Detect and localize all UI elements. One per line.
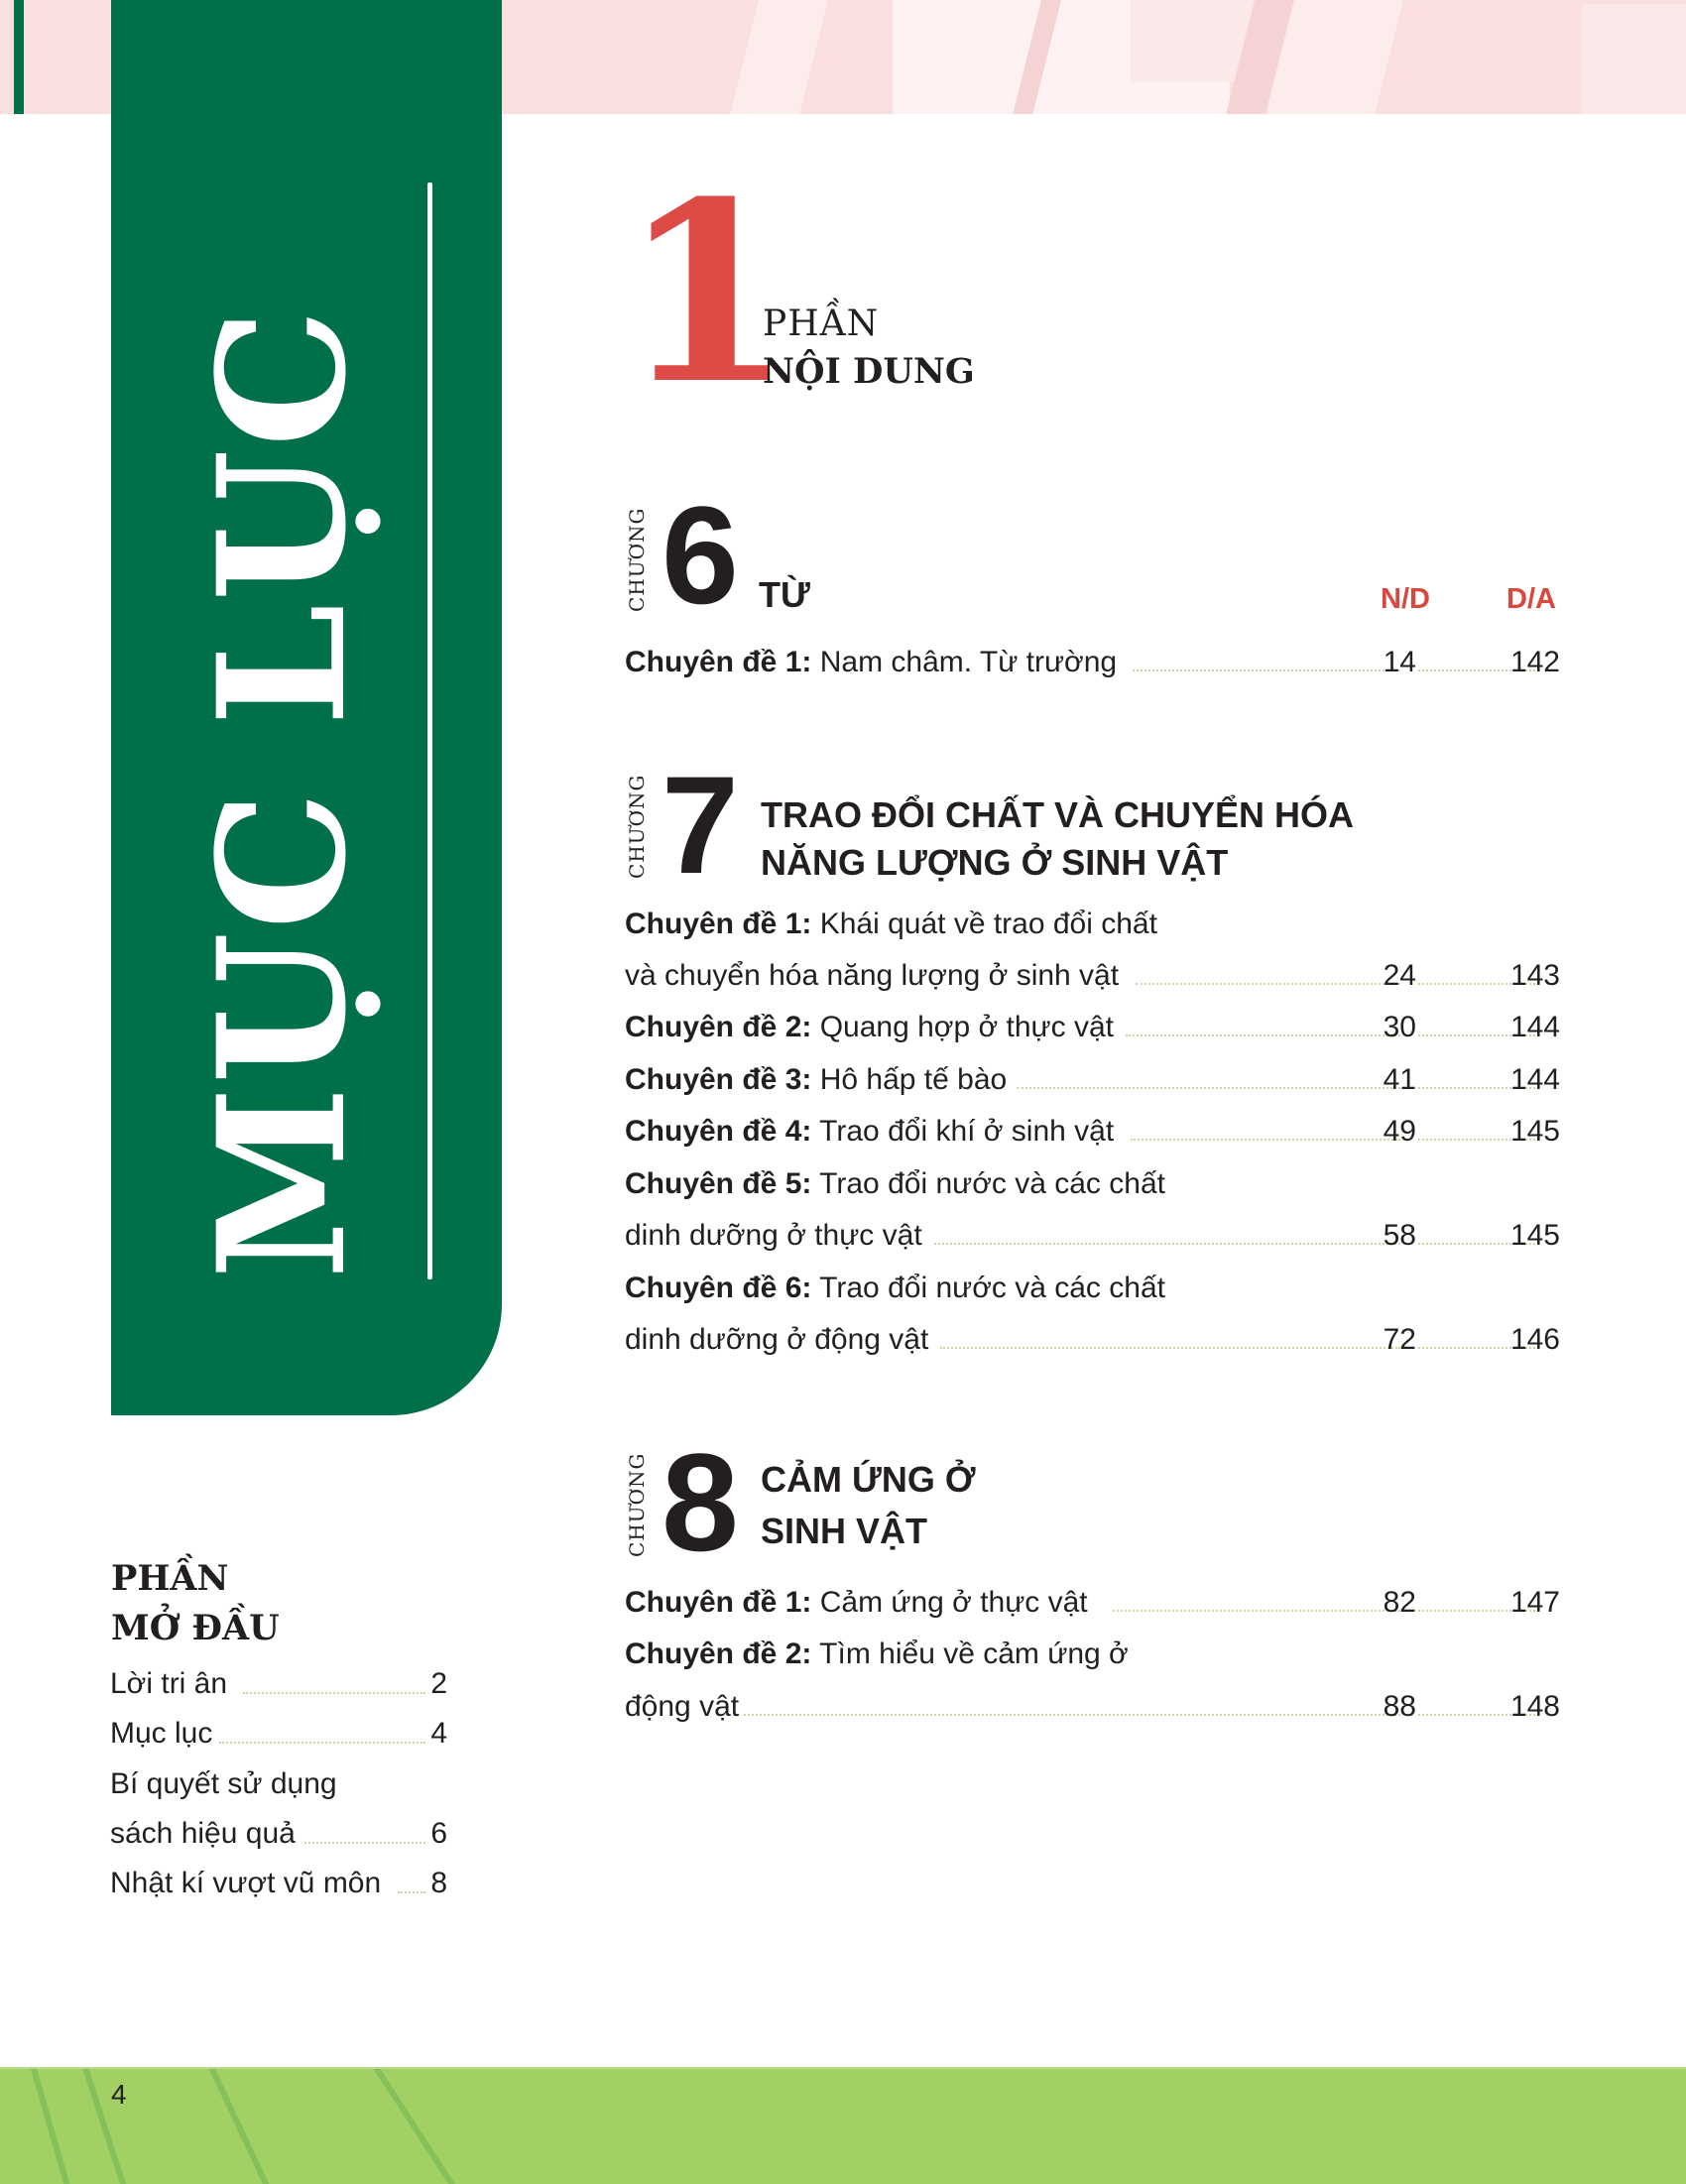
topic-title: Hô hấp tế bào xyxy=(819,1063,1008,1096)
entry-label: Mục lục xyxy=(110,1717,213,1750)
entry-label xyxy=(625,1060,1011,1100)
dot-leader xyxy=(1017,1087,1400,1089)
page-nd: 24 xyxy=(1383,959,1416,992)
footer-decor-line xyxy=(28,2067,77,2184)
toc-entry[interactable] xyxy=(625,1216,1560,1256)
entry-label xyxy=(625,1635,1133,1674)
topic-title-cont: dinh dưỡng ở thực vật xyxy=(625,1216,926,1256)
intro-heading-line-1: PHẦN xyxy=(111,1558,229,1599)
entry-label xyxy=(625,1008,1118,1047)
page-nd: 58 xyxy=(1383,1219,1416,1252)
topic-prefix: Chuyên đề 6: xyxy=(625,1272,812,1304)
topic-prefix: Chuyên đề 2: xyxy=(625,1638,812,1670)
chapter-title-line-2: SINH VẬT xyxy=(761,1511,928,1551)
entry-label: Lời tri ân xyxy=(110,1667,228,1700)
topic-prefix: Chuyên đề 1: xyxy=(625,646,812,678)
chapter-number: 7 xyxy=(662,747,739,903)
dot-leader xyxy=(744,1714,1400,1716)
dot-leader xyxy=(1133,669,1400,671)
topic-prefix: Chuyên đề 4: xyxy=(625,1115,812,1148)
page-da: 147 xyxy=(1509,1586,1560,1619)
dot-leader xyxy=(243,1692,425,1694)
chapter-number: 6 xyxy=(662,477,739,633)
page-number: 4 xyxy=(430,1717,447,1750)
topic-prefix: Chuyên đề 5: xyxy=(625,1167,812,1200)
toc-entry[interactable] xyxy=(625,1060,1560,1100)
page-number: 2 xyxy=(430,1667,447,1700)
intro-entry[interactable] xyxy=(110,1664,447,1704)
entry-label-cont: sách hiệu quả xyxy=(110,1817,296,1850)
title-divider xyxy=(427,182,432,1279)
dot-leader xyxy=(940,1347,1400,1349)
intro-entry[interactable] xyxy=(110,1864,447,1903)
part-label: PHẦN xyxy=(763,303,880,344)
chapter-title-line-1: TRAO ĐỔI CHẤT VÀ CHUYỂN HÓA xyxy=(761,794,1355,835)
topic-prefix: Chuyên đề 1: xyxy=(625,1586,812,1619)
page-da: 144 xyxy=(1509,1011,1560,1043)
toc-entry[interactable] xyxy=(625,643,1560,682)
chapter-title: TỪ xyxy=(759,574,810,615)
dot-leader xyxy=(1113,1610,1400,1612)
dot-leader xyxy=(1126,1034,1400,1036)
page-nd: 82 xyxy=(1383,1586,1416,1619)
topic-title: Nam châm. Từ trường xyxy=(819,646,1118,678)
topic-prefix: Chuyên đề 1: xyxy=(625,908,812,940)
toc-entry-line[interactable] xyxy=(625,905,1560,944)
topic-title: Khái quát về trao đổi chất xyxy=(819,908,1157,940)
topic-prefix: Chuyên đề 2: xyxy=(625,1011,812,1043)
page-nd: 41 xyxy=(1383,1063,1416,1096)
toc-entry[interactable] xyxy=(625,1320,1560,1360)
toc-entry[interactable] xyxy=(625,1687,1560,1727)
intro-entry[interactable] xyxy=(110,1714,447,1754)
toc-entry[interactable] xyxy=(625,1583,1560,1623)
footer-decor-line xyxy=(204,2067,277,2184)
page-da: 145 xyxy=(1509,1219,1560,1252)
page-da: 142 xyxy=(1509,646,1560,678)
chapter-title-line-1: CẢM ỨNG Ở xyxy=(761,1459,976,1500)
intro-heading-line-2: MỞ ĐẦU xyxy=(111,1608,280,1648)
page-title: MỤC LỤC xyxy=(180,306,385,1279)
dot-leader xyxy=(1131,1139,1400,1141)
entry-label xyxy=(625,1583,1092,1623)
dot-leader xyxy=(398,1891,425,1893)
topic-title-cont: động vật xyxy=(625,1687,743,1727)
toc-entry-line[interactable] xyxy=(625,1269,1560,1308)
topic-title: Trao đổi nước và các chất xyxy=(819,1272,1165,1304)
topic-title: Cảm ứng ở thực vật xyxy=(819,1586,1088,1619)
entry-label xyxy=(625,905,1161,944)
page-nd: 14 xyxy=(1383,646,1416,678)
left-accent-bar xyxy=(14,0,24,114)
chapter-title-line-2: NĂNG LƯỢNG Ở SINH VẬT xyxy=(761,842,1229,883)
entry-label: Nhật kí vượt vũ môn xyxy=(110,1867,382,1899)
footer-band xyxy=(0,2067,1686,2184)
dot-leader xyxy=(304,1842,425,1844)
page-number-footer: 4 xyxy=(111,2079,127,2110)
page-number: 8 xyxy=(430,1867,447,1899)
chapter-word: CHƯƠNG xyxy=(625,507,649,612)
topic-title-cont: và chuyển hóa năng lượng ở sinh vật xyxy=(625,956,1123,996)
page-nd: 72 xyxy=(1383,1323,1416,1356)
page-number: 6 xyxy=(430,1817,447,1850)
part-number: 1 xyxy=(621,147,787,438)
toc-entry[interactable] xyxy=(625,1112,1560,1152)
entry-label xyxy=(625,1269,1169,1308)
entry-label xyxy=(625,1112,1118,1152)
topic-title: Tìm hiểu về cảm ứng ở xyxy=(819,1638,1129,1670)
page-nd: 30 xyxy=(1383,1011,1416,1043)
topic-prefix: Chuyên đề 3: xyxy=(625,1063,812,1096)
topic-title: Quang hợp ở thực vật xyxy=(819,1011,1114,1043)
dot-leader xyxy=(1136,983,1400,985)
chapter-word: CHƯƠNG xyxy=(625,1452,649,1557)
part-name: NỘI DUNG xyxy=(763,351,975,392)
band-stripe xyxy=(727,0,831,114)
page-da: 145 xyxy=(1509,1115,1560,1148)
footer-decor-line xyxy=(367,2067,458,2184)
toc-entry-line[interactable] xyxy=(625,1164,1560,1204)
page-nd: 49 xyxy=(1383,1115,1416,1148)
column-header-da: D/A xyxy=(1506,583,1556,615)
entry-label: Bí quyết sử dụng xyxy=(110,1767,337,1800)
dot-leader xyxy=(934,1243,1400,1245)
page-da: 148 xyxy=(1509,1690,1560,1723)
toc-entry-line[interactable] xyxy=(625,1635,1560,1674)
page-da: 144 xyxy=(1509,1063,1560,1096)
chapter-word: CHƯƠNG xyxy=(625,774,649,879)
topic-title-cont: dinh dưỡng ở động vật xyxy=(625,1320,932,1360)
toc-entry[interactable] xyxy=(625,956,1560,996)
page-da: 143 xyxy=(1509,959,1560,992)
band-block xyxy=(1582,4,1686,114)
topic-title: Trao đổi khí ở sinh vật xyxy=(819,1115,1115,1148)
toc-entry[interactable] xyxy=(625,1008,1560,1047)
entry-label xyxy=(625,643,1121,682)
page-nd: 88 xyxy=(1383,1690,1416,1723)
topic-title: Trao đổi nước và các chất xyxy=(819,1167,1165,1200)
entry-label xyxy=(625,1164,1169,1204)
chapter-number: 8 xyxy=(662,1424,739,1580)
column-header-nd: N/D xyxy=(1381,583,1430,615)
page-da: 146 xyxy=(1509,1323,1560,1356)
intro-entry-line[interactable] xyxy=(110,1764,447,1804)
intro-entry[interactable] xyxy=(110,1814,447,1854)
dot-leader xyxy=(219,1742,425,1744)
